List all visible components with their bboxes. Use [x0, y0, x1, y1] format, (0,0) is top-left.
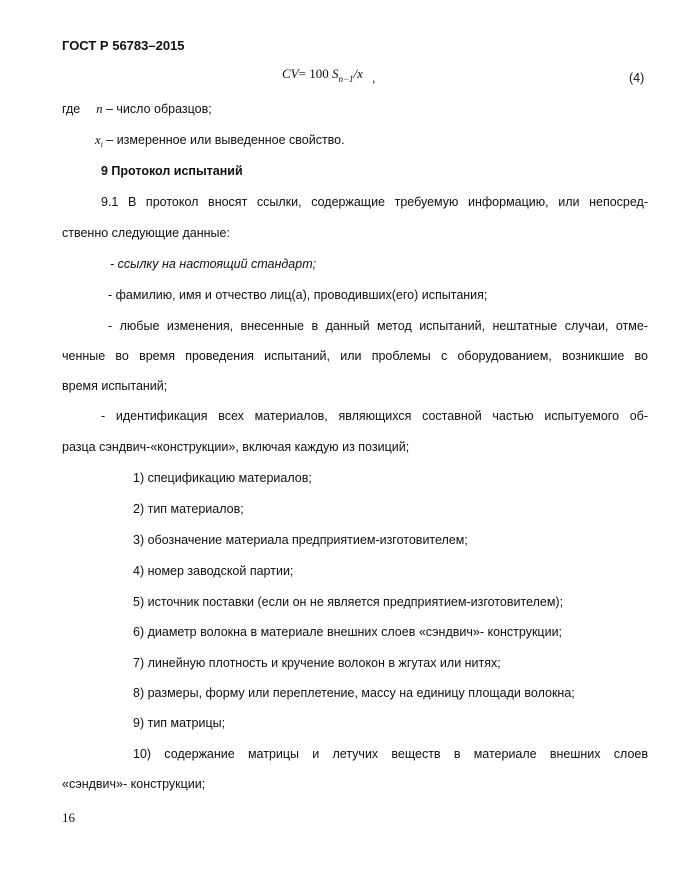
- formula-div-x: /x: [353, 66, 363, 81]
- list-item-10-line2: «сэндвич»- конструкции;: [62, 777, 206, 791]
- list-item: 1) спецификацию материалов;: [133, 471, 312, 485]
- page-number: 16: [62, 810, 75, 825]
- equation-number: (4): [629, 71, 645, 85]
- formula-subscript: n−1: [338, 74, 354, 84]
- var-n: n: [96, 102, 103, 116]
- item-tester-name: - фамилию, имя и отчество лиц(а), проводивших(его) испытания;: [108, 288, 488, 302]
- where-n-line: [62, 101, 212, 117]
- formula-equals: = 100: [298, 66, 332, 81]
- formula-cv-symbol: CV: [282, 66, 299, 81]
- var-x: x: [95, 133, 101, 147]
- var-x-subscript: i: [100, 140, 103, 149]
- where-xi-line: [95, 132, 345, 150]
- item-changes-line2: ченные во время проведения испытаний, или проблемы с оборудованием, возникшие во: [62, 349, 648, 363]
- list-item-10-line1: 10) содержание матрицы и летучих веществ в материале внешних слоев: [133, 747, 648, 761]
- where-xi-description: – измеренное или выведенное свойство.: [102, 133, 345, 147]
- list-item: 3) обозначение материала предприятием-изготовителем;: [133, 533, 468, 547]
- formula-cv: [282, 66, 363, 83]
- list-item: 5) источник поставки (если он не является предприятием-изготовителем);: [133, 595, 564, 609]
- section-heading: 9 Протокол испытаний: [101, 164, 243, 178]
- list-item: 2) тип материалов;: [133, 502, 244, 516]
- item-identification-line2: разца сэндвич-«конструкции», включая каждую из позиций;: [62, 440, 410, 454]
- paragraph-9-1-line2: ственно следующие данные:: [62, 226, 230, 240]
- item-identification-line1: - идентификация всех материалов, являющихся составной частью испытуемого об-: [101, 409, 648, 423]
- list-item: 8) размеры, форму или переплетение, массу на единицу площади волокна;: [133, 686, 575, 700]
- list-item: 7) линейную плотность и кручение волокон в жгутах или нитях;: [133, 656, 501, 670]
- list-item: 9) тип матрицы;: [133, 716, 226, 730]
- item-changes-line3: время испытаний;: [62, 379, 168, 393]
- formula-s-symbol: S: [331, 66, 339, 81]
- item-changes-line1: - любые изменения, внесенные в данный метод испытаний, нештатные случаи, отме-: [108, 319, 648, 333]
- formula-comma: ,: [372, 71, 376, 85]
- document-header-title: ГОСТ Р 56783–2015: [62, 38, 185, 53]
- where-n-description: – число образцов;: [102, 102, 212, 116]
- item-standard-reference: - ссылку на настоящий стандарт;: [110, 257, 317, 271]
- paragraph-9-1-line1: 9.1 В протокол вносят ссылки, содержащие требуемую информацию, или непосред-: [101, 195, 648, 209]
- list-item: 4) номер заводской партии;: [133, 564, 294, 578]
- where-prefix: где: [62, 102, 81, 116]
- list-item: 6) диаметр волокна в материале внешних слоев «сэндвич»- конструкции;: [133, 625, 563, 639]
